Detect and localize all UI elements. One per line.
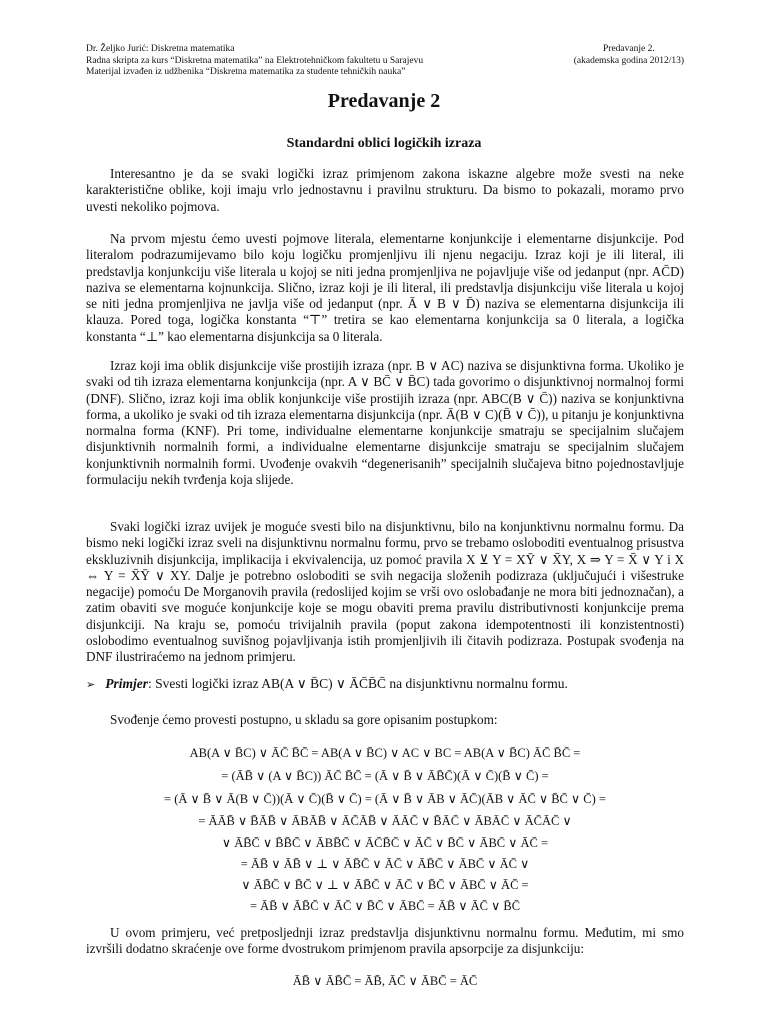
header-course-line: Radna skripta za kurs “Diskretna matematika” na Elektrotehničkom fakultetu u Sarajevu <box>86 55 424 66</box>
header-left <box>86 44 423 79</box>
bullet-arrow-icon: ➢ <box>86 679 96 691</box>
absorption-equation: ĀB̄ ∨ ĀB̄C̄ = ĀB̄, ĀC̄ ∨ ĀBC̄ = ĀC̄ <box>292 974 478 988</box>
example-text: : Svesti logički izraz AB(A ∨ B̄C) ∨ ĀC̄B̄C̄ na disjunktivnu normalnu formu. <box>147 676 568 691</box>
paragraph-normal-forms: Izraz koji ima oblik disjunkcije više prostijih izraza (npr. B ∨ AC) naziva se disjunktivna forma. Ukoliko je svaki od tih izraza elementarna konjunkcija (npr. A ∨ BC̄ ∨ B̄C) tada govorimo o disjunktivnoj normalnoj formi (DNF). Slično, izraz koji ima oblik konjunkcije više prostijih izraza (npr. ABC(B ∨ C̄)) naziva se konjunktivna forma, a ukoliko je svaki od tih izraza elementarna disjunkcija (npr. Ā(B ∨ C)(B̄ ∨ C̄)), u pitanju je konjunktivna normalna forma (KNF). Pri tome, individualne elementarne konjunkcije smatraju se specijalnim slučajem disjunktivnih normalnih formi, a individualne elementarne disjunkcije smatraju se specijalnim slučajem konjunktivnih normalnih formi. Uvođenje ovakvih “degenerisanih” specijalnih slučajeva bitno pojednostavljuje formulaciju nekih tvrđenja koja slijede. <box>86 358 684 488</box>
header-author-line: Dr. Željko Jurić: Diskretna matematika <box>86 44 235 54</box>
paragraph-dnf-procedure: Svaki logički izraz uvijek je moguće svesti bilo na disjunktivnu, bilo na konjunktivnu normalnu formu. Da bismo neki logički izraz sveli na disjunktivnu normalnu formu, prvo se trebamo osloboditi eventualnog prisustva ekskluzivnih disjunkcija, implikacija i ekvivalencija, uz pomoć pravila X ⊻ Y = XȲ ∨ X̄Y, X ⇒ Y = X̄ ∨ Y i X ⇔ Y = X̄Ȳ ∨ XY. Dalje je potrebno osloboditi se svih negacija složenih podizraza (uključujući i višestruke negacije) pomoću De Morganovih pravila (redoslijed kojim se vrši ovo oslobađanje ne mora biti jednoznačan), a zatim obaviti sve moguće konjunkcije koje se mogu obaviti prema pravilu distributivnosti konjunkcije prema disjunkciji. Na kraju se, pomoću trivijalnih pravila (poput zakona idempotentnosti ili konzistentnosti) oslobodimo eventualnog suvišnog pojavljivanja istih promjenljivih ili čitavih podizraza. Postupak svođenja na DNF ilustriraćemo na jednom primjeru. <box>86 519 684 665</box>
page-title: Predavanje 2 <box>327 90 441 112</box>
example-label: Primjer <box>105 676 148 691</box>
equation-line: = ĀB̄ ∨ ĀB̄C̄ ∨ ĀC̄ ∨ B̄C̄ ∨ ĀBC̄ = ĀB̄ ∨ ĀC̄ ∨ B̄C̄ <box>249 899 521 913</box>
header-right <box>574 44 684 67</box>
example-statement <box>86 676 568 692</box>
paragraph-literals: Na prvom mjestu ćemo uvesti pojmove literala, elementarne konjunkcije i elementarne disjunkcije. Pod literalom podrazumijevamo bilo koju logičku promjenljivu ili njenu negaciju. Izraz koji je ili literal, ili predstavlja konjunkciju više literala u kojoj se niti jedna promjenljiva ne pojavljuje više od jedanput (npr. AC̄D) naziva se elementarna kojnunkcija. Slično, izraz koji je ili literal, ili predstavlja disjunkciju više literala u kojoj se niti jedna promjenljiva ne javlja više od jedanput (npr. Ā ∨ B ∨ D̄) naziva se elementarna disjunkcija ili klauza. Pored toga, logička konstanta “⊤” tretira se kao elementarna konjunkcija sa 0 literala, a logička konstanta “⊥” kao elementarna disjunkcija sa 0 literala. <box>86 231 684 344</box>
equation-line: ∨ ĀB̄C̄ ∨ B̄B̄C̄ ∨ ĀBB̄C̄ ∨ ĀC̄B̄C̄ ∨ ĀC̄ ∨ B̄C̄ ∨ ĀBC̄ ∨ ĀC̄ = <box>221 836 549 850</box>
header-source-line: Materijal izvađen iz udžbenika “Diskretna matematika za studente tehničkih nauka” <box>86 67 406 77</box>
paragraph-absorption: U ovom primjeru, već pretposljednji izraz predstavlja disjunktivnu normalnu formu. Međutim, mi smo izvršili dodatno skraćenje ove forme dvostrukom primjenom pravila apsorpcije za disjunkciju: <box>86 925 684 957</box>
paragraph-intro: Interesantno je da se svaki logički izraz primjenom zakona iskazne algebre može svesti na neke karakteristične oblike, koji imaju vrlo jednostavnu i pravilnu strukturu. Da bismo to pokazali, moramo prvo uvesti nekoliko pojmova. <box>86 166 684 214</box>
example-intro: Svođenje ćemo provesti postupno, u skladu sa gore opisanim postupkom: <box>110 712 498 727</box>
equation-line: = (ĀB̄ ∨ (A ∨ B̄C)) ĀC̄ B̄C̄ = (Ā ∨ B̄ ∨ ĀB̄C̄)(Ā ∨ C̄)(B̄ ∨ C̄) = <box>221 769 549 783</box>
equation-line: = (Ā ∨ B̄ ∨ Ā(B ∨ C̄))(Ā ∨ C̄)(B̄ ∨ C̄) = (Ā ∨ B̄ ∨ ĀB ∨ ĀC̄)(ĀB ∨ ĀC̄ ∨ B̄C̄ ∨ C̄) = <box>164 792 606 806</box>
equation-line: AB(A ∨ B̄C) ∨ ĀC̄ B̄C̄ = AB(A ∨ B̄C) ∨ AC ∨ BC = AB(A ∨ B̄C) ĀC̄ B̄C̄ = <box>189 746 581 760</box>
header-lecture-number: Predavanje 2. <box>603 44 655 54</box>
equation-line: ∨ ĀB̄C̄ ∨ B̄C̄ ∨ ⊥ ∨ ĀB̄C̄ ∨ ĀC̄ ∨ B̄C̄ ∨ ĀBC̄ ∨ ĀC̄ = <box>241 878 529 892</box>
equation-line: = ĀĀB̄ ∨ B̄ĀB̄ ∨ ĀBĀB̄ ∨ ĀC̄ĀB̄ ∨ ĀĀC̄ ∨ B̄ĀC̄ ∨ ĀBĀC̄ ∨ ĀC̄ĀC̄ ∨ <box>198 814 572 828</box>
section-title: Standardni oblici logičkih izraza <box>286 136 482 151</box>
equation-line: = ĀB̄ ∨ ĀB̄ ∨ ⊥ ∨ ĀB̄C̄ ∨ ĀC̄ ∨ ĀB̄C̄ ∨ ĀBC̄ ∨ ĀC̄ ∨ <box>240 857 530 871</box>
header-academic-year: (akademska godina 2012/13) <box>573 55 684 66</box>
